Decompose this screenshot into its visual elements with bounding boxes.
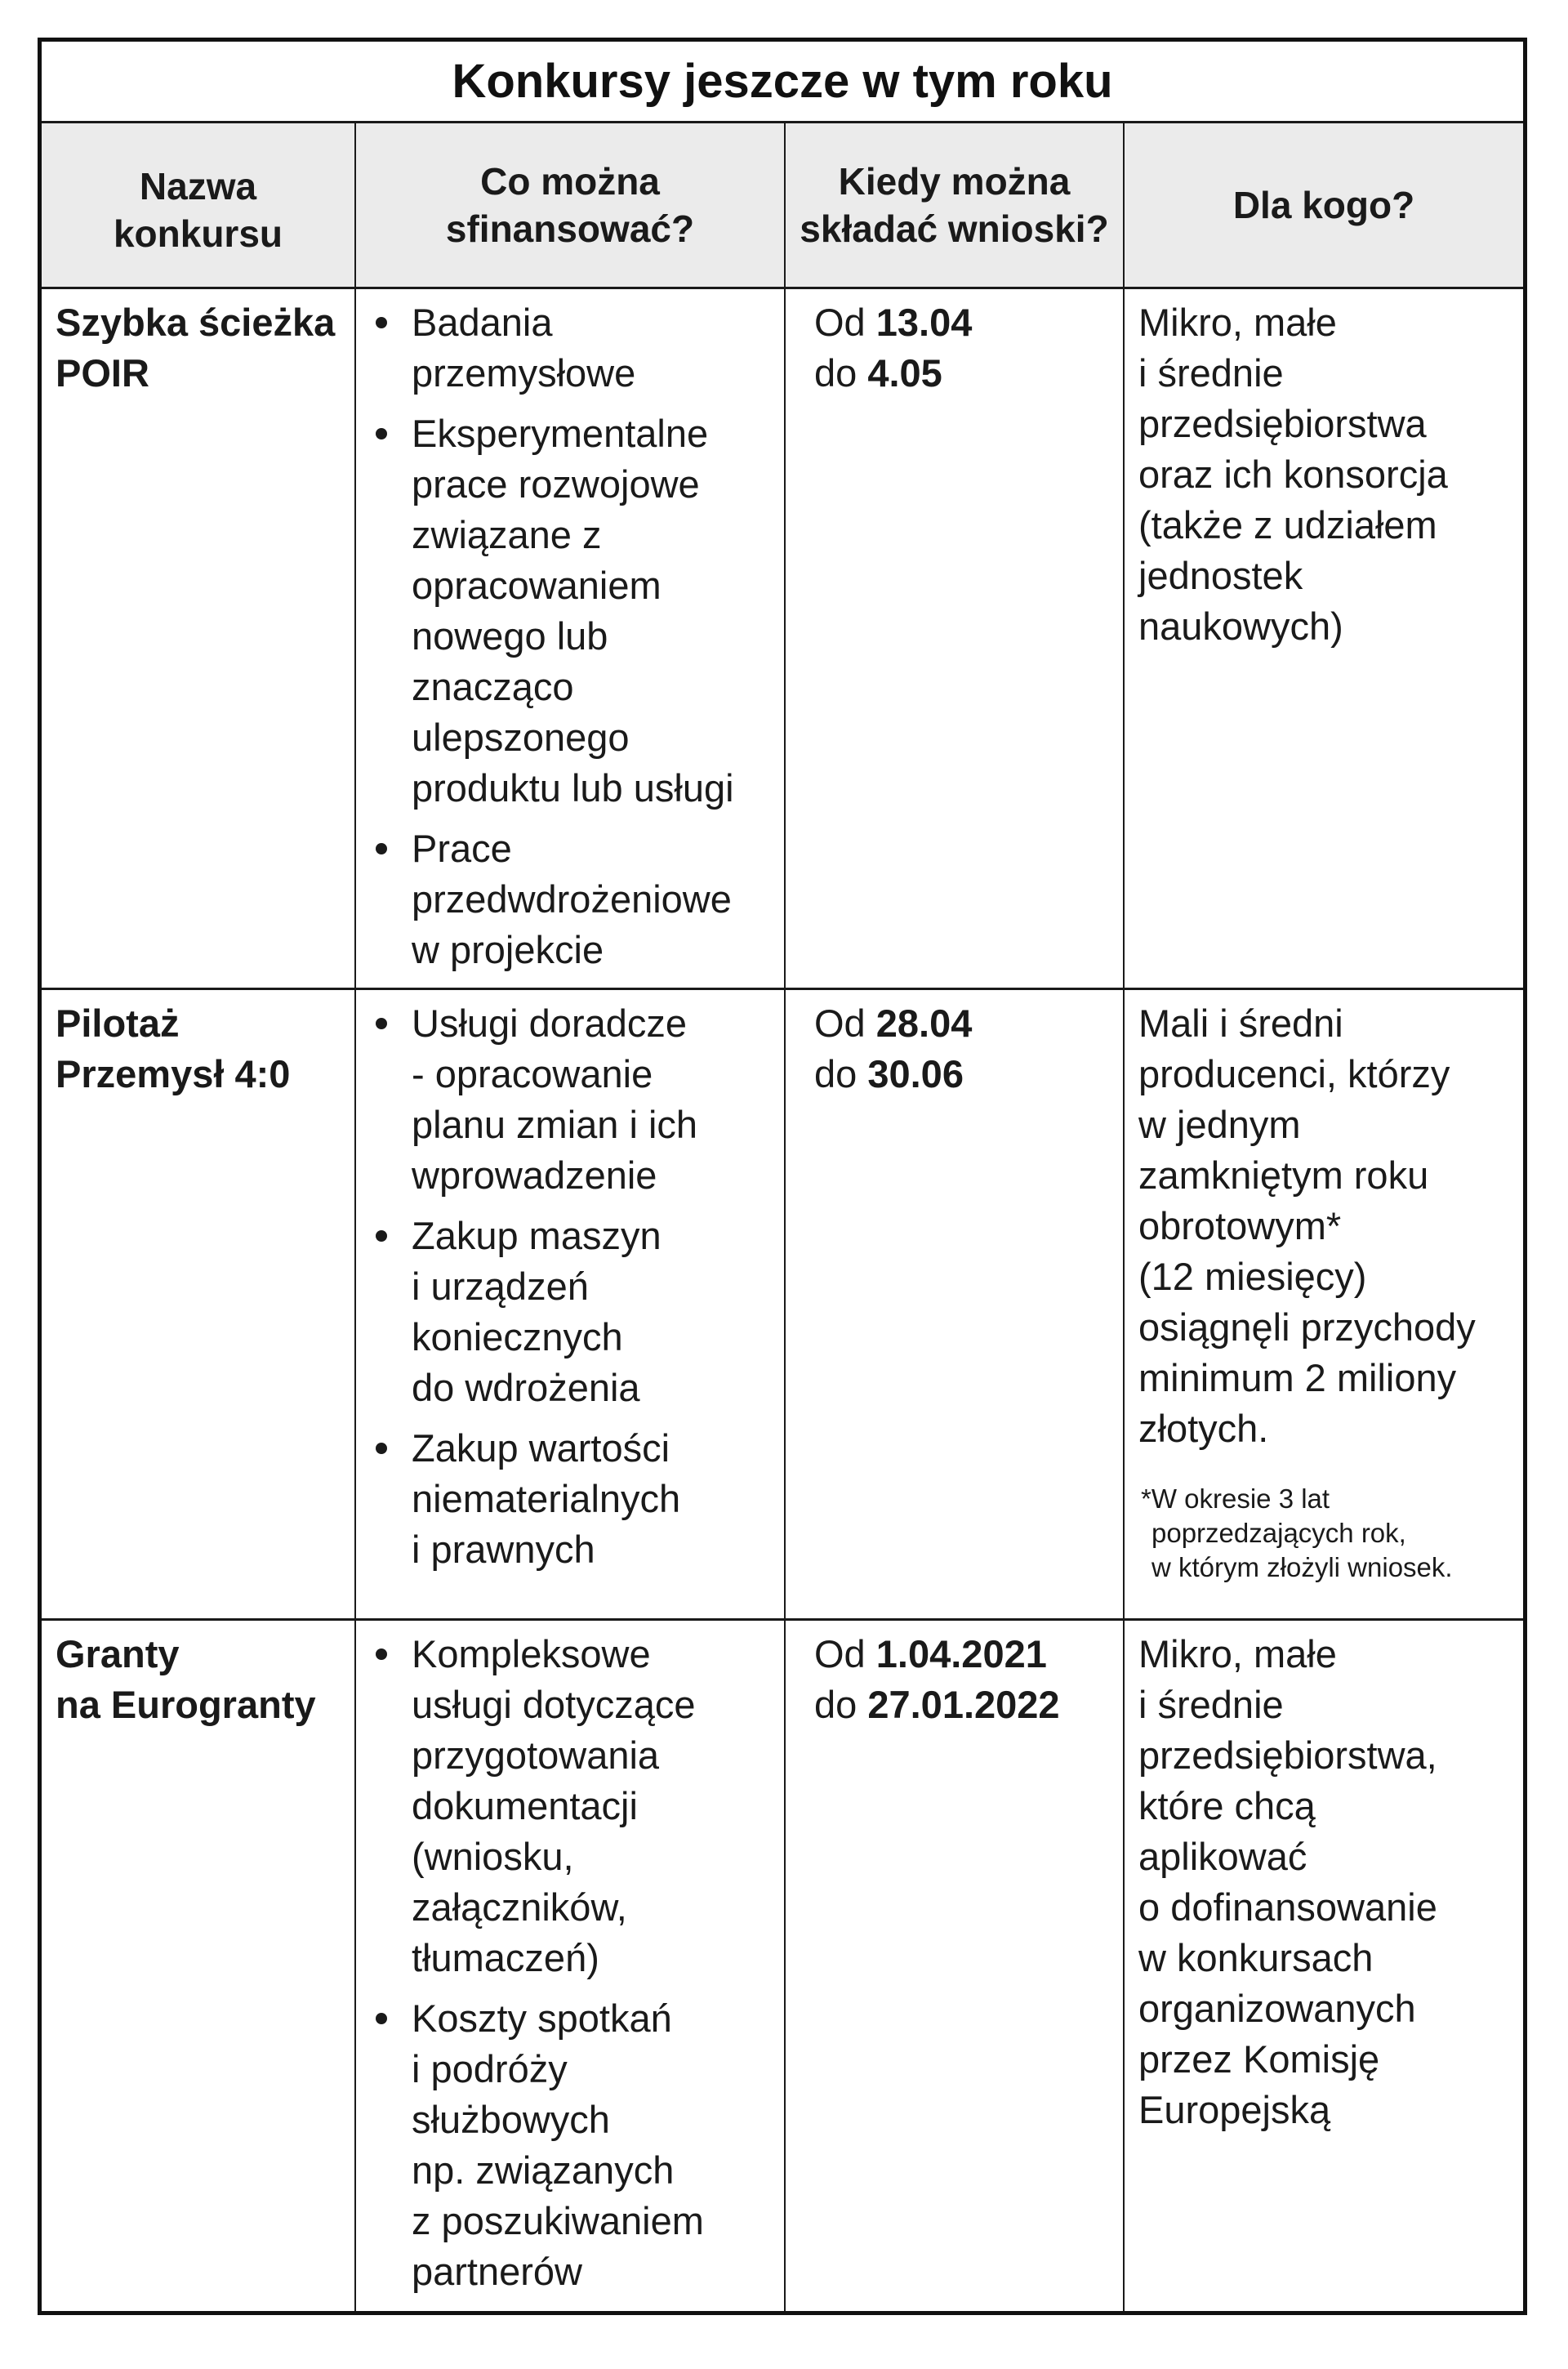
eligible-applicants: Mikro, małe i średnie przedsiębiorstwa, które chcą aplikować o dofinansowanie w konkursach organizowanych przez Komisję Europejską	[1138, 1632, 1437, 2131]
date-to-label: do	[814, 1683, 858, 1726]
list-item-text: Badania przemysłowe	[412, 301, 636, 395]
bullet-icon	[376, 1648, 387, 1660]
header-cell-eligible: Dla kogo?	[1123, 121, 1523, 287]
bullet-icon	[376, 1230, 387, 1242]
bullet-icon	[376, 428, 387, 439]
date-from	[814, 998, 1123, 1049]
list-item-text: Prace przedwdrożeniowe w projekcie	[412, 827, 732, 971]
list-item	[356, 998, 784, 1201]
fundable-items-cell	[354, 1618, 784, 2311]
application-dates-cell	[784, 988, 1123, 1618]
footnote: *W okresie 3 lat poprzedzających rok, w którym złożyli wniosek.	[1141, 1483, 1453, 1582]
date-to	[814, 348, 1123, 399]
date-to-label: do	[814, 351, 858, 395]
date-from	[814, 1629, 1123, 1680]
list-item-text: Eksperymentalne prace rozwojowe związane z opracowaniem nowego lub znacząco ulepszonego produktu lub usługi	[412, 412, 734, 810]
date-to	[814, 1680, 1123, 1730]
list-item	[356, 408, 784, 814]
date-to-label: do	[814, 1052, 858, 1095]
list-item	[356, 1423, 784, 1575]
list-item-text: Usługi doradcze - opracowanie planu zmian i ich wprowadzenie	[412, 1002, 698, 1197]
date-to-value: 27.01.2022	[867, 1683, 1060, 1726]
table-title: Konkursy jeszcze w tym roku	[452, 55, 1113, 108]
competition-name-cell	[42, 1618, 354, 2311]
eligible-applicants: Mali i średni producenci, którzy w jednym zamkniętym roku obrotowym* (12 miesięcy) osiągnęli przychody minimum 2 miliony złotych.	[1138, 1002, 1476, 1450]
competition-name: Szybka ścieżka POIR	[56, 301, 336, 395]
fundable-items-cell	[354, 287, 784, 988]
bullet-icon	[376, 317, 387, 328]
date-to-value: 30.06	[867, 1052, 964, 1095]
bullet-icon	[376, 1443, 387, 1454]
list-item	[356, 1629, 784, 1983]
eligible-applicants-cell	[1123, 287, 1523, 988]
eligible-applicants: Mikro, małe i średnie przedsiębiorstwa oraz ich konsorcja (także z udziałem jednostek naukowych)	[1138, 301, 1448, 648]
bullet-icon	[376, 2013, 387, 2024]
list-item	[356, 297, 784, 399]
list-item	[356, 1211, 784, 1413]
date-from-value: 28.04	[875, 1002, 973, 1045]
eligible-applicants-cell	[1123, 988, 1523, 1618]
fundable-items-list	[356, 998, 784, 1575]
date-to	[814, 1049, 1123, 1100]
competition-name-cell	[42, 988, 354, 1618]
eligible-applicants-cell	[1123, 1618, 1523, 2311]
list-item-text: Kompleksowe usługi dotyczące przygotowania dokumentacji (wniosku, załączników, tłumaczeń)	[412, 1632, 696, 1979]
fundable-items-cell	[354, 988, 784, 1618]
date-from-value: 13.04	[875, 301, 973, 344]
competition-name: Pilotaż Przemysł 4:0	[56, 1002, 291, 1095]
bullet-icon	[376, 1018, 387, 1029]
list-item-text: Koszty spotkań i podróży służbowych np. związanych z poszukiwaniem partnerów	[412, 1996, 704, 2293]
header-cell-competition-name: Nazwa konkursu	[42, 121, 354, 287]
competition-name: Granty na Eurogranty	[56, 1632, 316, 1726]
list-item-text: Zakup maszyn i urządzeń koniecznych do wdrożenia	[412, 1214, 662, 1409]
list-item-text: Zakup wartości niematerialnych i prawnych	[412, 1426, 681, 1571]
application-dates-cell	[784, 1618, 1123, 2311]
date-from-label: Od	[814, 1632, 866, 1675]
fundable-items-list	[356, 297, 784, 975]
bullet-icon	[376, 843, 387, 854]
list-item	[356, 1993, 784, 2297]
date-from-label: Od	[814, 1002, 866, 1045]
header-cell-application-dates: Kiedy można składać wnioski?	[784, 121, 1123, 287]
list-item	[356, 823, 784, 975]
fundable-items-list	[356, 1629, 784, 2297]
date-from-value: 1.04.2021	[875, 1632, 1047, 1675]
date-from	[814, 297, 1123, 348]
date-to-value: 4.05	[867, 351, 942, 395]
header-cell-fundable: Co można sfinansować?	[354, 121, 784, 287]
date-from-label: Od	[814, 301, 866, 344]
competition-name-cell	[42, 287, 354, 988]
application-dates-cell	[784, 287, 1123, 988]
competitions-table	[38, 38, 1527, 2315]
